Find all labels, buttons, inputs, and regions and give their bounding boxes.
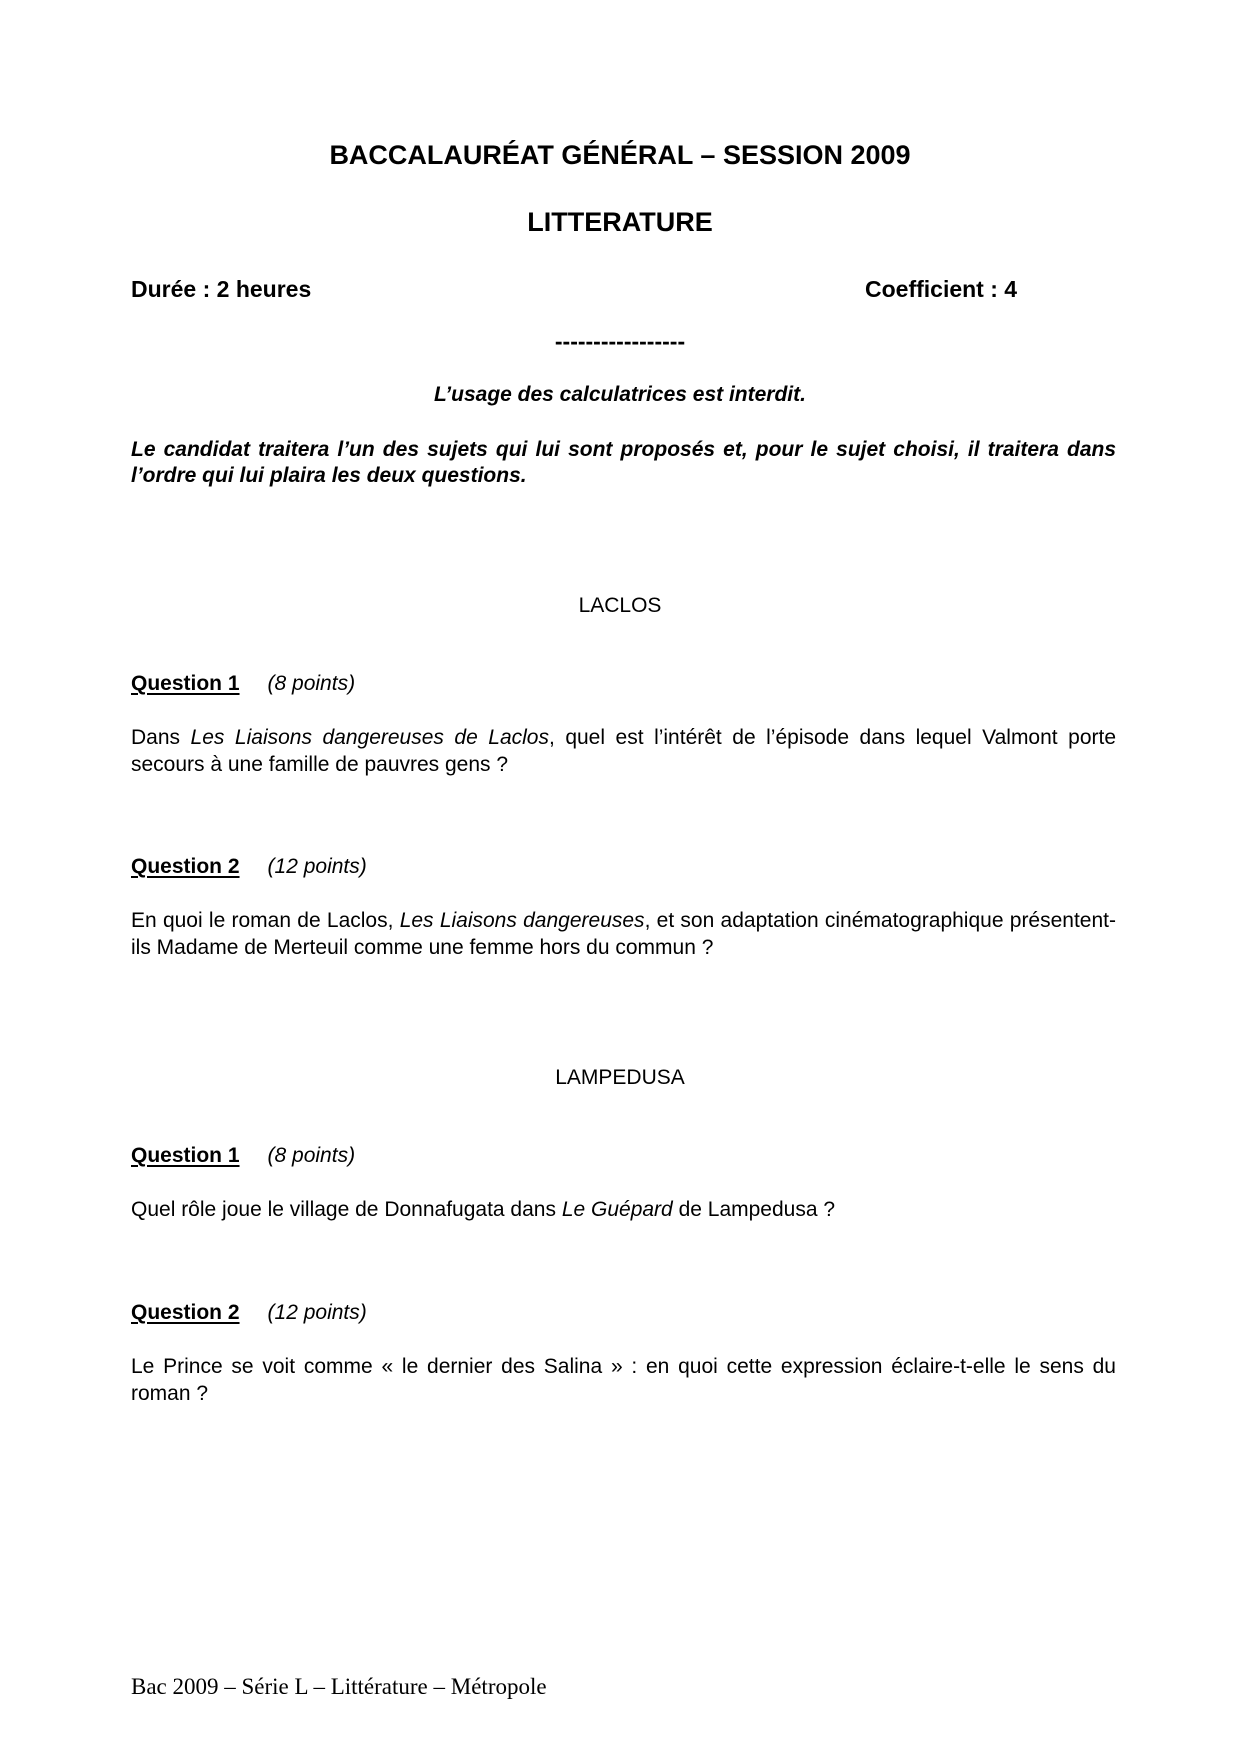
choice-instruction: Le candidat traitera l’un des sujets qui lui sont proposés et, pour le sujet choisi, il traitera dans l’ordre qui lui plaira les deux questions. [131, 438, 1116, 487]
duration-label: Durée : 2 heures [131, 276, 312, 302]
question-label: Question 1 [131, 672, 240, 695]
exam-title: BACCALAURÉAT GÉNÉRAL – SESSION 2009 [329, 140, 911, 170]
section-title-lampedusa: LAMPEDUSA [555, 1066, 685, 1089]
question-points: (8 points) [267, 672, 356, 695]
lampedusa-question-2-text: Le Prince se voit comme « le dernier des Salina » : en quoi cette expression éclaire-t-elle le sens du roman ? [131, 1355, 1116, 1405]
laclos-question-1-heading [131, 672, 355, 696]
lampedusa-question-1-heading [131, 1144, 355, 1168]
book-title: Les Liaisons dangereuses de Laclos [190, 726, 549, 749]
page-footer: Bac 2009 – Série L – Littérature – Métropole [131, 1674, 547, 1699]
section-title-laclos: LACLOS [578, 594, 662, 617]
coefficient-label: Coefficient : 4 [865, 276, 1018, 302]
separator-line: ----------------- [554, 328, 686, 354]
question-label: Question 2 [131, 855, 240, 878]
subject-title: LITTERATURE [527, 207, 713, 237]
lampedusa-question-2-heading [131, 1301, 367, 1325]
question-points: (12 points) [267, 1301, 367, 1324]
book-title: Le Guépard [561, 1198, 673, 1221]
book-title: Les Liaisons dangereuses [399, 909, 645, 932]
laclos-question-2-heading [131, 855, 367, 879]
lampedusa-question-1-text: Quel rôle joue le village de Donnafugata dans Le Guépard de Lampedusa ? [131, 1198, 836, 1221]
question-label: Question 1 [131, 1144, 240, 1167]
question-label: Question 2 [131, 1301, 240, 1324]
laclos-question-2-text: En quoi le roman de Laclos, Les Liaisons dangereuses, et son adaptation cinématographique présentent-ils Madame de Merteuil comme une femme hors du commun ? [131, 909, 1116, 959]
question-points: (12 points) [267, 855, 367, 878]
question-points: (8 points) [267, 1144, 356, 1167]
laclos-question-1-text: Dans Les Liaisons dangereuses de Laclos, quel est l’intérêt de l’épisode dans lequel Valmont porte secours à une famille de pauvres gens ? [131, 726, 1116, 776]
calculator-instruction: L’usage des calculatrices est interdit. [434, 383, 806, 406]
